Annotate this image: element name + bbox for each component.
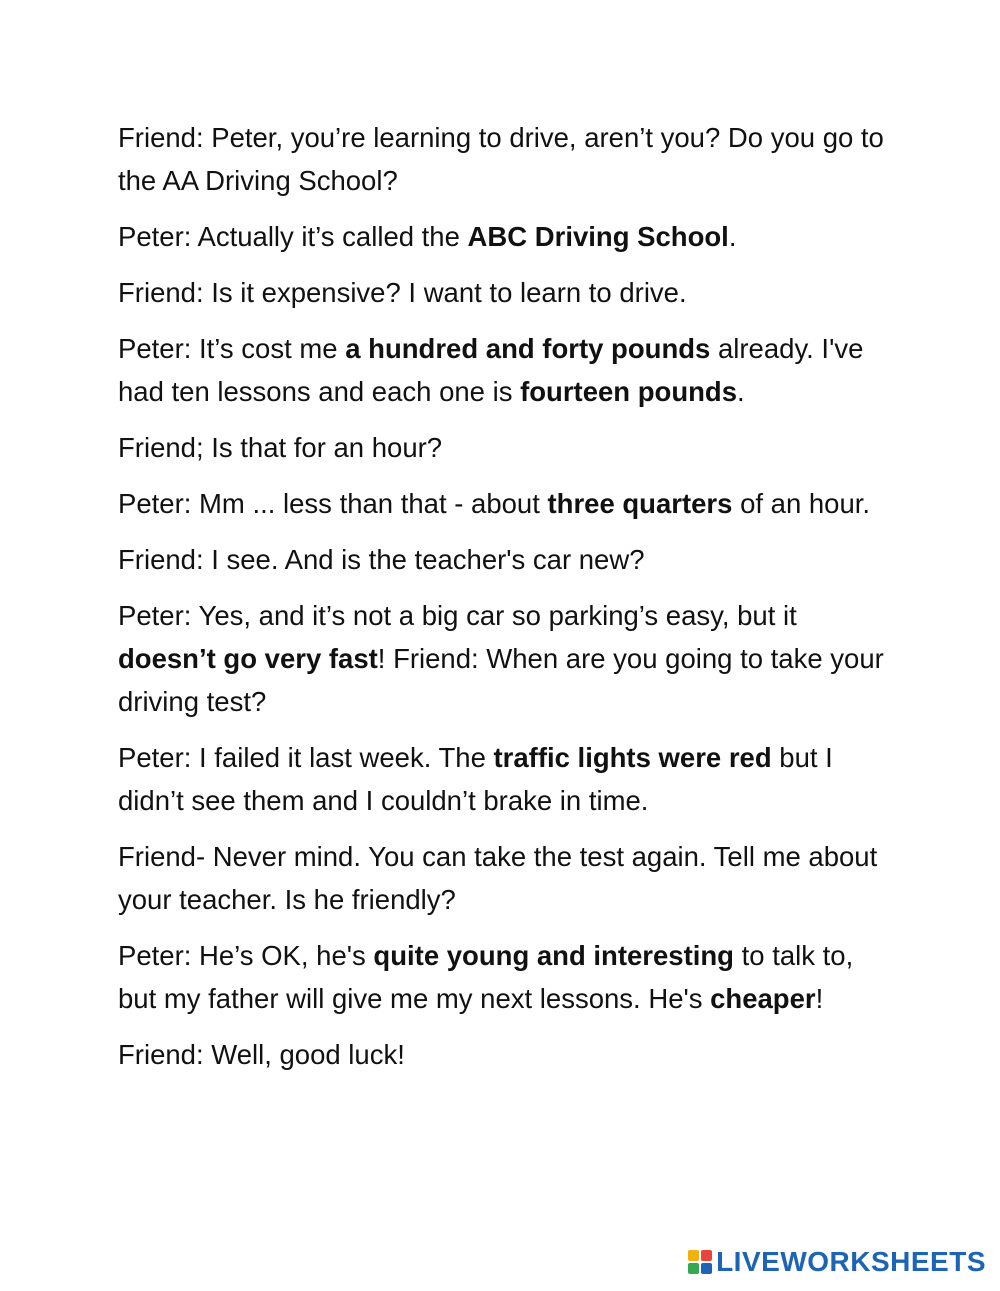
dialogue-text-run: but I didn’t see them and I couldn’t brake in time. — [118, 742, 833, 816]
dialogue-line — [118, 215, 888, 258]
dialogue-line — [118, 116, 888, 202]
dialogue-text-run: Friend; Is that for an hour? — [118, 432, 443, 463]
dialogue-text-run: Friend: I see. And is the teacher's car new? — [118, 544, 645, 575]
dialogue-text-run: ! Friend: When are you going to take your driving test? — [118, 643, 884, 717]
dialogue-text-run: Peter: It’s cost me — [118, 333, 346, 364]
bold-answer: doesn’t go very fast — [118, 643, 378, 674]
dialogue-text-run: . — [737, 376, 745, 407]
dialogue-line — [118, 426, 888, 469]
logo-square — [701, 1263, 712, 1274]
dialogue-line — [118, 482, 888, 525]
liveworksheets-brand — [688, 1245, 986, 1279]
bold-answer: quite young and interesting — [373, 940, 734, 971]
dialogue-text-run: Peter: He’s OK, he's — [118, 940, 374, 971]
bold-answer: fourteen pounds — [520, 376, 738, 407]
dialogue-line — [118, 934, 888, 1020]
bold-answer: cheaper — [710, 983, 816, 1014]
bold-answer: ABC Driving School — [467, 221, 729, 252]
dialogue-text-run: Friend: Peter, you’re learning to drive, aren’t you? Do you go to the AA Driving School? — [118, 122, 884, 196]
dialogue-text-run: to talk to, but my father will give me my next lessons. He's — [118, 940, 854, 1014]
brand-name: LIVEWORKSHEETS — [716, 1246, 986, 1277]
dialogue-text-run: of an hour. — [732, 488, 871, 519]
dialogue-text-run: Peter: Mm ... less than that - about — [118, 488, 548, 519]
dialogue-line — [118, 538, 888, 581]
dialogue-line — [118, 1033, 888, 1076]
logo-square — [688, 1263, 699, 1274]
bold-answer: a hundred and forty pounds — [345, 333, 711, 364]
dialogue-line — [118, 736, 888, 822]
logo-square — [688, 1250, 699, 1261]
dialogue-text-run: Peter: Yes, and it’s not a big car so parking’s easy, but it — [118, 600, 797, 631]
logo-square — [701, 1250, 712, 1261]
dialogue-line — [118, 327, 888, 413]
dialogue-line — [118, 594, 888, 723]
dialogue-line — [118, 271, 888, 314]
bold-answer: traffic lights were red — [493, 742, 772, 773]
dialogue-text-run: already. I've had ten lessons and each one is — [118, 333, 864, 407]
dialogue-text-run: Peter: I failed it last week. The — [118, 742, 494, 773]
dialogue-text-run: Friend: Well, good luck! — [118, 1039, 405, 1070]
dialogue-line — [118, 835, 888, 921]
dialogue-text-run: Friend: Is it expensive? I want to learn to drive. — [118, 277, 687, 308]
bold-answer: three quarters — [547, 488, 733, 519]
dialogue-text — [118, 116, 888, 1089]
dialogue-text-run: . — [728, 221, 737, 252]
dialogue-text-run: Peter: Actually it’s called the — [118, 221, 468, 252]
dialogue-text-run: ! — [815, 983, 824, 1014]
dialogue-text-run: Friend- Never mind. You can take the test again. Tell me about your teacher. Is he friendly? — [118, 841, 878, 915]
liveworksheets-logo-icon — [688, 1250, 712, 1274]
